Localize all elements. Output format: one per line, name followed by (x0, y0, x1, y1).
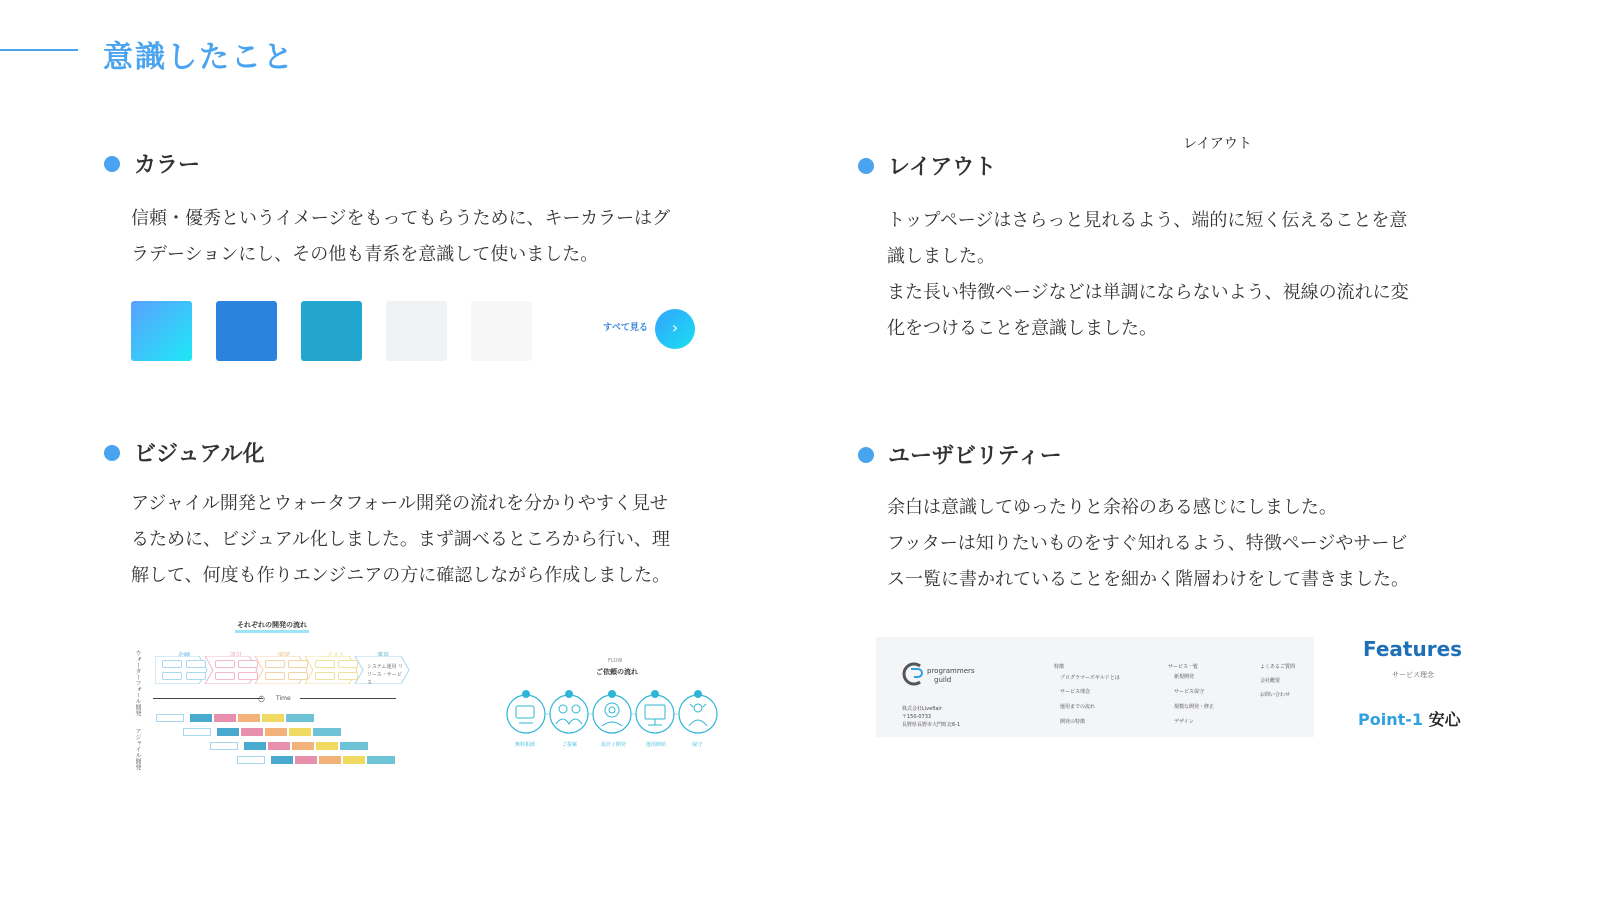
agile-step (286, 714, 314, 722)
footer-link[interactable]: 規模な開発・修正 (1174, 704, 1215, 710)
waterfall-cell (338, 672, 358, 680)
agile-step (262, 714, 284, 722)
agile-step (292, 742, 314, 750)
agile-step (289, 728, 311, 736)
time-axis-left (153, 698, 263, 699)
flow-icon-label: 設計 / 開発 (601, 742, 626, 748)
agile-step (343, 756, 365, 764)
waterfall-cell (238, 660, 258, 668)
footer-link[interactable]: 運用までの流れ (1060, 704, 1096, 710)
agile-step (367, 756, 395, 764)
footer-zip: 〒150-0733 (902, 714, 932, 720)
footer-link[interactable]: 新規開発 (1174, 674, 1195, 680)
usability-line-2: フッターは知りたいものをすぐ知れるよう、特徴ページやサービ (887, 533, 1408, 554)
waterfall-side-label: ウォーターフォール開発 (134, 650, 141, 716)
see-all-link[interactable]: すべて見る (603, 323, 648, 333)
usability-line-1: 余白は意識してゆったりと余裕のある感じにしました。 (887, 497, 1337, 518)
usability-paragraph (887, 490, 1409, 598)
flow-icon-label: 保守 (692, 742, 703, 748)
features-title: Features (1363, 637, 1463, 661)
features-subtitle: サービス理念 (1392, 671, 1434, 679)
visual-line-2: るために、ビジュアル化しました。まず調べるところから行い、理 (131, 529, 670, 550)
layout-paragraph (887, 203, 1409, 347)
waterfall-cell (186, 672, 206, 680)
section-heading-layout (858, 150, 996, 181)
agile-step (265, 728, 287, 736)
waterfall-cell (265, 660, 285, 668)
color-paragraph (131, 201, 670, 273)
footer-link[interactable]: サービス理念 (1060, 689, 1091, 695)
agile-step (156, 714, 184, 722)
section-heading-visual-label: ビジュアル化 (134, 442, 265, 467)
agile-step (241, 728, 263, 736)
flow-icon-label: ご提案 (562, 742, 578, 748)
color-swatch-light-gray (386, 301, 447, 361)
section-heading-color-label: カラー (134, 153, 201, 178)
agile-step (214, 714, 236, 722)
section-heading-usability-label: ユーザビリティー (888, 444, 1062, 469)
see-all-arrow-button[interactable] (655, 309, 695, 349)
footer-link[interactable]: よくあるご質問 (1260, 664, 1296, 670)
waterfall-cell (215, 660, 235, 668)
logo-line-2: guild (934, 676, 952, 684)
agile-step (268, 742, 290, 750)
waterfall-cell (238, 672, 258, 680)
footer-address: 長野県長野市大門町北6-1 (902, 722, 961, 728)
agile-step (210, 742, 238, 750)
color-swatch-gradient (131, 301, 192, 361)
bullet-icon (858, 447, 874, 463)
usability-line-3: ス一覧に書かれていることを細かく階層わけをして書きました。 (887, 569, 1409, 590)
bullet-icon (104, 445, 120, 461)
clock-icon: ◷ (258, 694, 265, 703)
waterfall-cell (315, 660, 335, 668)
color-swatch-off-white (471, 301, 532, 361)
agile-step (238, 714, 260, 722)
layout-floating-label: レイアウト (1183, 136, 1252, 152)
agile-step (319, 756, 341, 764)
agile-step (190, 714, 212, 722)
request-flow-icons (506, 690, 724, 738)
footer-link[interactable]: サービス保守 (1174, 689, 1205, 695)
layout-line-3: また長い特徴ページなどは単調にならないよう、視線の流れに変 (887, 282, 1409, 303)
color-swatch-blue (216, 301, 277, 361)
agile-step (295, 756, 317, 764)
agile-step (237, 756, 265, 764)
request-flow-title: ご依頼の流れ (596, 668, 638, 676)
agile-step (183, 728, 211, 736)
visual-paragraph (131, 486, 670, 594)
waterfall-cell (162, 660, 182, 668)
logo-line-1: programmers (927, 667, 975, 675)
chevron-right-icon: › (671, 318, 679, 337)
flow-icon-label: 無料相談 (515, 742, 536, 748)
footer-col1-head[interactable]: 特徴 (1054, 664, 1065, 670)
guild-logo-icon (900, 662, 926, 686)
flow-chart-title: それぞれの開発の流れ (235, 620, 309, 633)
bullet-icon (858, 158, 874, 174)
waterfall-cell (265, 672, 285, 680)
header-accent-line (0, 49, 78, 51)
footer-col2-head[interactable]: サービス一覧 (1168, 664, 1199, 670)
time-axis-right (300, 698, 396, 699)
footer-link[interactable]: プログラマーズギルドとは (1060, 675, 1120, 681)
waterfall-final-label: システム運用 リリース・サービス (367, 664, 404, 686)
footer-link[interactable]: 会社概要 (1260, 678, 1281, 684)
footer-company: 株式会社Liveflair (902, 706, 942, 712)
waterfall-cell (288, 672, 308, 680)
layout-line-4: 化をつけることを意識しました。 (887, 318, 1157, 339)
footer-link[interactable]: 開発の特徴 (1060, 719, 1086, 725)
agile-step (313, 728, 341, 736)
point-heading (1358, 707, 1461, 730)
waterfall-cell (186, 660, 206, 668)
bullet-icon (104, 156, 120, 172)
agile-side-label: アジャイル開発 (134, 728, 141, 770)
footer-link[interactable]: お問い合わせ (1260, 692, 1291, 698)
waterfall-cell (215, 672, 235, 680)
agile-step (316, 742, 338, 750)
layout-line-1: トップページはさらっと見れるよう、端的に短く伝えることを意 (887, 210, 1408, 231)
point-number: Point-1 (1358, 710, 1424, 729)
waterfall-cell (338, 660, 358, 668)
agile-step (271, 756, 293, 764)
time-label: Time (276, 695, 291, 702)
color-line-2: ラデーションにし、その他も青系を意識して使いました。 (131, 244, 599, 265)
waterfall-cell (162, 672, 182, 680)
agile-step (244, 742, 266, 750)
visual-line-3: 解して、何度も作りエンジニアの方に確認しながら作成しました。 (131, 565, 671, 586)
section-heading-visual (104, 437, 265, 468)
visual-line-1: アジャイル開発とウォータフォール開発の流れを分かりやすく見せ (131, 493, 668, 514)
page-title: 意識したこと (103, 40, 295, 75)
layout-line-2: 識しました。 (887, 246, 995, 267)
color-line-1: 信頼・優秀というイメージをもってもらうために、キーカラーはグ (131, 208, 671, 229)
point-word: 安心 (1428, 710, 1461, 729)
agile-step (340, 742, 368, 750)
section-heading-color (104, 148, 200, 179)
waterfall-cell (315, 672, 335, 680)
flow-label: FLOW (608, 658, 623, 664)
section-heading-usability (858, 439, 1062, 470)
footer-link[interactable]: デザイン (1174, 719, 1194, 725)
flow-icon-label: 運用開始 (646, 742, 667, 748)
waterfall-cell (288, 660, 308, 668)
color-swatch-teal (301, 301, 362, 361)
section-heading-layout-label: レイアウト (888, 155, 997, 180)
agile-step (217, 728, 239, 736)
